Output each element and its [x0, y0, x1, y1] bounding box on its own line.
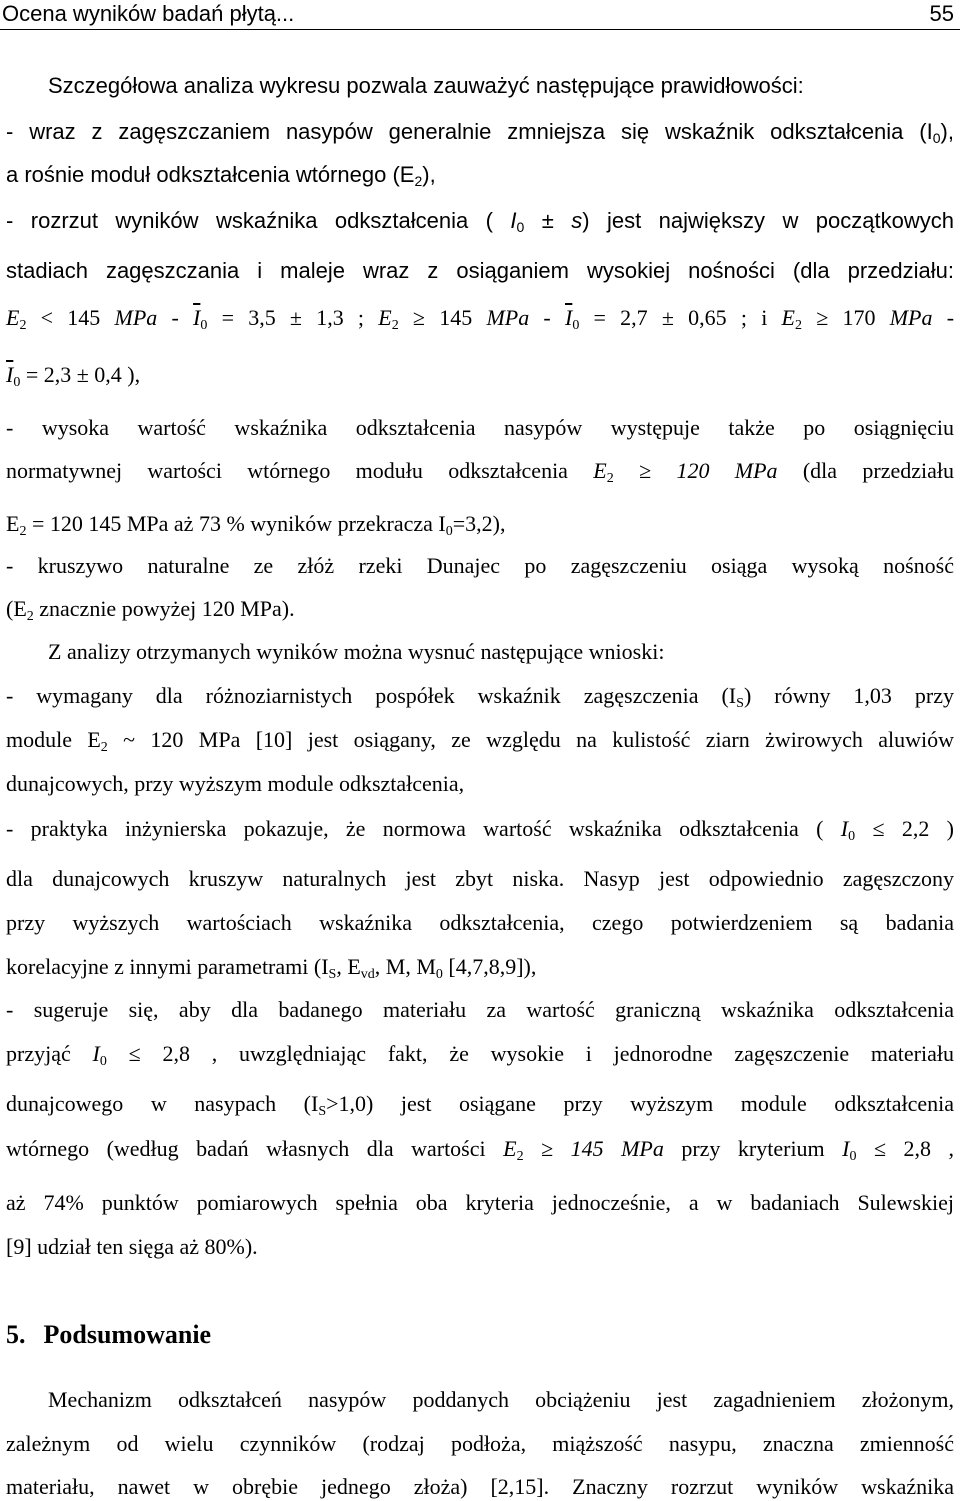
- section-heading: [6, 1320, 211, 1350]
- conclusion-3-line-2: przyjąć $I_0 \le 2,8$ , uwzględniając fakt, że wysokie i jednorodne zagęszczenie materiału: [6, 1041, 955, 1069]
- bullet-3-line-3: $E_2 = 120$ 145 MPa aż 73 % wyników przekracza $I_0=3,2$),: [6, 511, 506, 539]
- bullet-1-line-2: a rośnie moduł odkształcenia wtórnego $(E_2)$,: [6, 162, 436, 189]
- section-title: Podsumowanie: [43, 1320, 212, 1349]
- conclusion-3-line-3: dunajcowego w nasypach $(I_S>1,0)$ jest osiągane przy wyższym module odkształcenia: [6, 1091, 954, 1119]
- section-number: 5.: [6, 1320, 26, 1349]
- bullet-4-line-2: ($E_2$ znacznie powyżej 120 MPa).: [6, 596, 295, 624]
- summary-line-2: zależnym od wielu czynników (rodzaj podłoża, miąższość nasypu, znaczna zmienność: [6, 1431, 954, 1456]
- page-number: 55: [929, 1, 954, 26]
- running-header-title: Ocena wyników badań płytą...: [2, 1, 295, 26]
- running-header: [0, 0, 960, 30]
- bullet-3-line-2: normatywnej wartości wtórnego modułu odkształcenia $E_2 \ge 120$ MPa (dla przedziału: [6, 458, 954, 486]
- conclusion-3-line-6: [9] udział ten sięga aż 80%).: [6, 1234, 258, 1259]
- bullet-2-formula-end: $\overline{I}_0 = 2,3 \pm 0,4$ ),: [6, 362, 141, 390]
- bullet-4-line-1: - kruszywo naturalne ze złóż rzeki Dunajec po zagęszczeniu osiąga wysoką nośność: [6, 553, 954, 578]
- conclusion-2-line-1: - praktyka inżynierska pokazuje, że normowa wartość wskaźnika odkształcenia ( $I_0 \le 2,2$ ): [6, 816, 954, 844]
- bullet-1-line-1: - wraz z zagęszczaniem nasypów generalnie zmniejsza się wskaźnik odkształcenia $(I_0)$,: [6, 119, 954, 146]
- conclusions-intro: Z analizy otrzymanych wyników można wysnuć następujące wnioski:: [48, 639, 665, 664]
- bullet-3-line-1: - wysoka wartość wskaźnika odkształcenia nasypów występuje także po osiągnięciu: [6, 415, 954, 440]
- summary-line-1: Mechanizm odkształceń nasypów poddanych obciążeniu jest zagadnieniem złożonym,: [48, 1387, 954, 1412]
- conclusion-1-line-3: dunajcowych, przy wyższym module odkształcenia,: [6, 771, 465, 796]
- header-rule: [0, 29, 960, 30]
- bullet-2-line-1: - rozrzut wyników wskaźnika odkształcenia ( $I_0 \pm s$) jest największy w początkowych: [6, 208, 954, 235]
- conclusion-2-line-3: przy wyższych wartościach wskaźnika odkształcenia, czego potwierdzeniem są badania: [6, 910, 954, 935]
- conclusion-2-line-2: dla dunajcowych kruszyw naturalnych jest zbyt niska. Nasyp jest odpowiednio zagęszczony: [6, 866, 954, 891]
- conclusion-3-line-1: - sugeruje się, aby dla badanego materiału za wartość graniczną wskaźnika odkształcenia: [6, 997, 954, 1022]
- bullet-2-line-2: stadiach zagęszczania i maleje wraz z osiąganiem wysokiej nośności (dla przedziału:: [6, 258, 954, 283]
- summary-line-3: materiału, nawet w obrębie jednego złoża) [2,15]. Znaczny rozrzut wyników wskaźnika: [6, 1474, 954, 1499]
- conclusion-3-line-4: wtórnego (według badań własnych dla wartości $E_2 \ge 145$ MPa przy kryterium $I_0 \le 2,8$ ,: [6, 1136, 955, 1164]
- conclusion-1-line-2: module $E_2$ ~ 120 MPa [10] jest osiągany, ze względu na kulistość ziarn żwirowych aluwiów: [6, 727, 954, 755]
- conclusion-1-line-1: - wymagany dla różnoziarnistych pospółek wskaźnik zagęszczenia $(I_S)$ równy 1,03 przy: [6, 683, 954, 711]
- bullet-2-formula-line: $E_2 < 145$ MPa - $\overline{I}_0 = 3,5 \pm 1,3$ ; $E_2 \ge 145$ MPa - $\overline{I}_0 = 2,7 \pm 0,65$ ; i $E_2 \ge 170$ MPa -: [6, 305, 955, 333]
- intro-line: Szczegółowa analiza wykresu pozwala zauważyć następujące prawidłowości:: [48, 73, 804, 98]
- conclusion-3-line-5: aż 74% punktów pomiarowych spełnia oba kryteria jednocześnie, a w badaniach Sulewskiej: [6, 1190, 954, 1215]
- conclusion-2-line-4: korelacyjne z innymi parametrami ($I_S$, $E_{vd}$, M, $M_0$ [4,7,8,9]),: [6, 954, 537, 982]
